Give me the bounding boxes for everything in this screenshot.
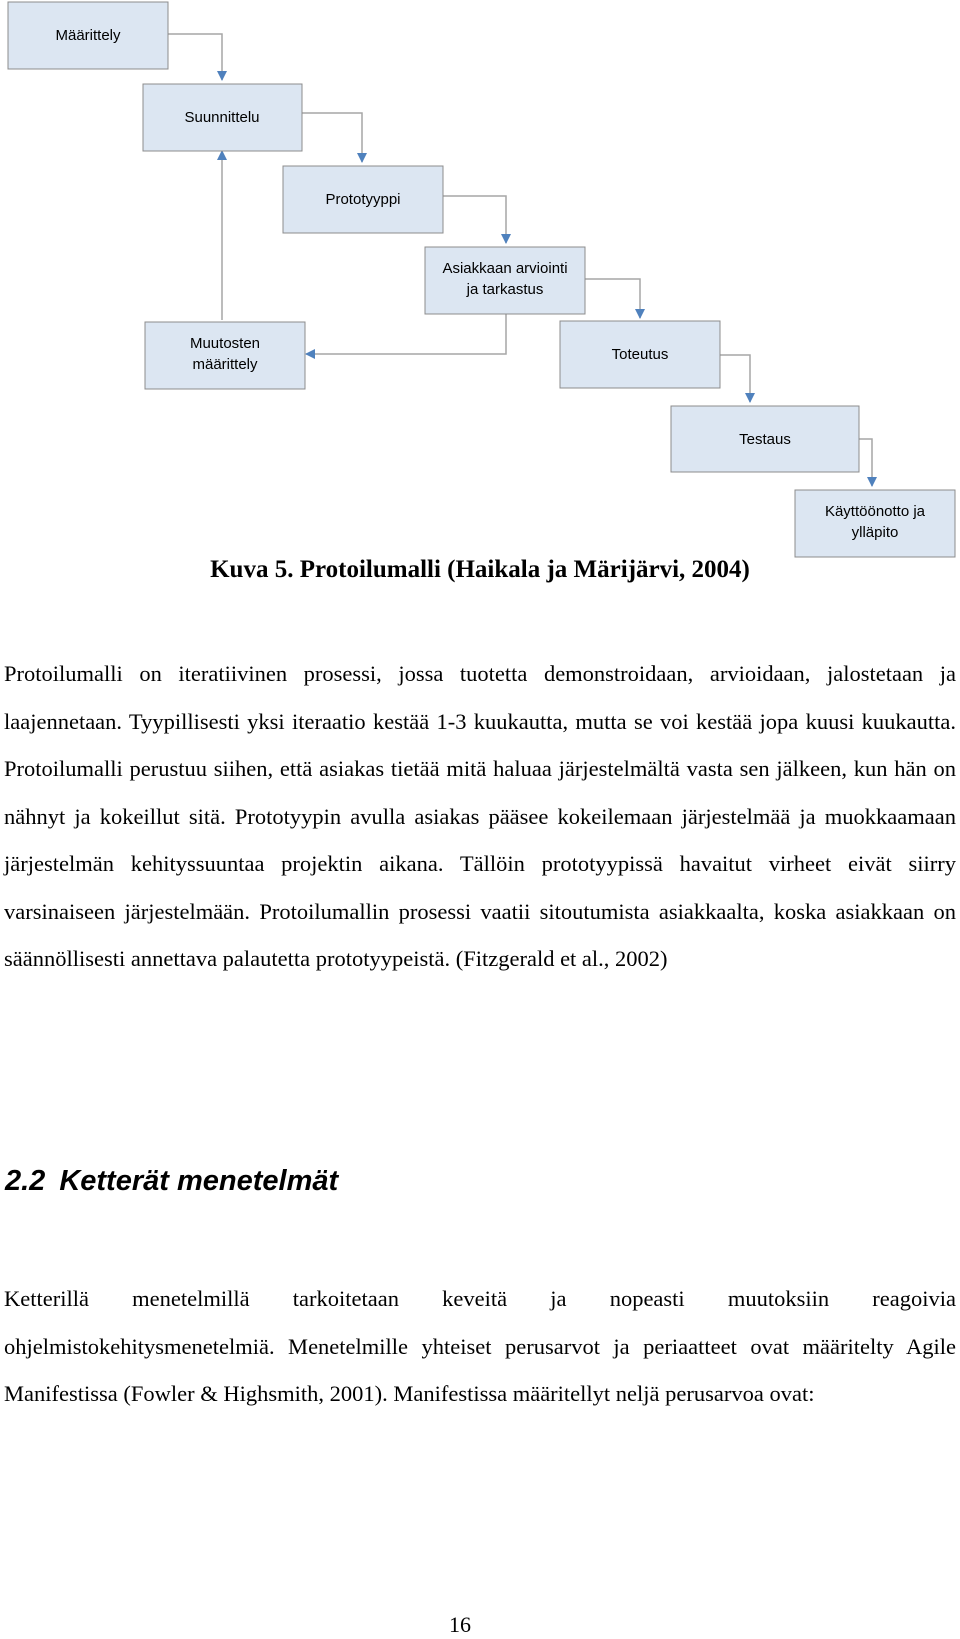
page-number: 16 bbox=[449, 1612, 471, 1637]
box-label: Toteutus bbox=[611, 346, 669, 363]
box-label: ylläpito bbox=[851, 524, 899, 541]
box-label: Käyttöönotto ja bbox=[824, 503, 926, 520]
figure-caption: Kuva 5. Protoilumalli (Haikala ja Märijärvi, 2004) bbox=[210, 556, 750, 583]
box-label: Prototyyppi bbox=[325, 191, 401, 208]
section-heading bbox=[5, 1165, 338, 1198]
box-label: Testaus bbox=[739, 431, 791, 448]
paragraph-ketterat: Ketterillä menetelmillä tarkoitetaan keveitä ja nopeasti muutoksiin reagoivia ohjelmistokehitysmenetelmiä. Menetelmille yhteiset perusarvot ja periaatteet ovat määritelty Agile Manifestissa (Fowler & Highsmith, 2001). Manifestissa määritellyt neljä perusarvoa ovat: bbox=[4, 1286, 956, 1406]
box-label: Muutosten bbox=[189, 335, 261, 352]
box-label: Asiakkaan arviointi bbox=[442, 260, 568, 277]
box-toteutus bbox=[560, 321, 720, 388]
box-testaus bbox=[671, 406, 859, 472]
box-label: Suunnittelu bbox=[184, 109, 260, 126]
box-prototyyppi bbox=[283, 166, 443, 233]
connector-suunnittelu-prototyyppi bbox=[301, 113, 362, 162]
connector-testaus-kayttoonotto bbox=[858, 439, 872, 486]
protoilumalli-diagram bbox=[0, 0, 960, 600]
box-muutosten-maarittely bbox=[145, 322, 305, 389]
box-suunnittelu bbox=[143, 84, 302, 151]
box-arviointi bbox=[425, 247, 585, 314]
paragraph-protoilumalli: Protoilumalli on iteratiivinen prosessi, jossa tuotetta demonstroidaan, arvioidaan, jalostetaan ja laajennetaan. Tyypillisesti yksi iteraatio kestää 1-3 kuukautta, mutta se voi kestää jopa kuusi kuukautta. Protoilumalli perustuu siihen, että asiakas tietää mitä haluaa järjestelmältä vasta sen jälkeen, kun hän on nähnyt ja kokeillut sitä. Prototyypin avulla asiakas pääsee kokeilemaan järjestelmää ja muokkaamaan järjestelmän kehityssuuntaa projektin aikana. Tällöin prototyypissä havaitut virheet eivät siirry varsinaiseen järjestelmään. Protoilumallin prosessi vaatii sitoutumista asiakkaalta, koska asiakkaan on säännöllisesti annettava palautetta prototyypeistä. (Fitzgerald et al., 2002) bbox=[4, 661, 956, 971]
box-label: ja tarkastus bbox=[466, 281, 544, 298]
connector-arviointi-muutosten bbox=[306, 314, 506, 354]
connector-maarittely-suunnittelu bbox=[160, 34, 222, 80]
box-label: Määrittely bbox=[55, 27, 121, 44]
box-kayttoonotto bbox=[795, 490, 955, 557]
box-maarittely bbox=[8, 2, 168, 69]
connector-arviointi-toteutus bbox=[584, 279, 640, 318]
connector-prototyyppi-arviointi bbox=[443, 196, 506, 243]
section-title: Ketterät menetelmät bbox=[59, 1165, 339, 1197]
connector-toteutus-testaus bbox=[719, 355, 750, 402]
box-label: määrittely bbox=[192, 356, 258, 373]
section-number: 2.2 bbox=[5, 1165, 46, 1197]
